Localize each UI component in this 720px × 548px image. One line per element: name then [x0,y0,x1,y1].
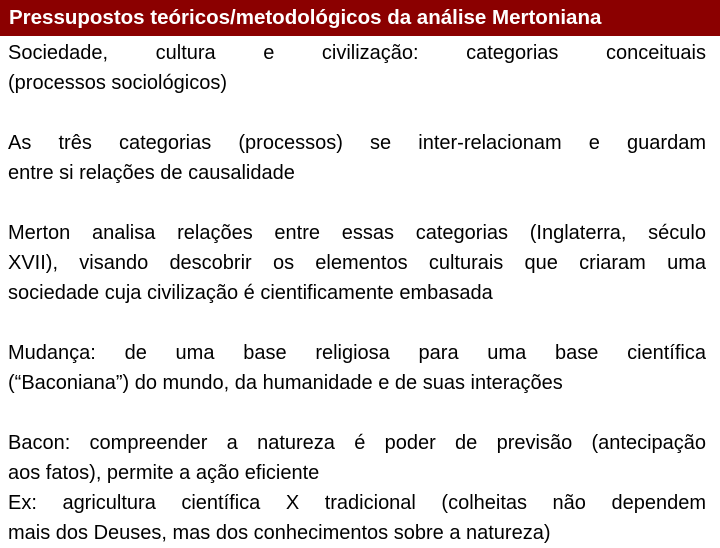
slide-title: Pressupostos teóricos/metodológicos da análise Mertoniana [0,0,720,36]
paragraph-interrelation [8,128,706,188]
text-line: aos fatos), permite a ação eficiente [8,462,320,484]
text-line: Bacon: compreender a natureza é poder de previsão (antecipação [8,432,706,454]
text-line: Ex: agricultura científica X tradicional (colheitas não dependem [8,492,706,514]
text-line: Sociedade, cultura e civilização: categorias conceituais [8,42,706,64]
text-line: sociedade cuja civilização é cientificamente embasada [8,282,493,304]
text-line: entre si relações de causalidade [8,162,295,184]
paragraph-change [8,338,706,398]
text-line: mais dos Deuses, mas dos conhecimentos sobre a natureza) [8,522,551,544]
paragraph-categories [8,38,706,98]
paragraph-bacon [8,428,706,548]
text-line: (“Baconiana”) do mundo, da humanidade e de suas interações [8,372,563,394]
text-line: As três categorias (processos) se inter-relacionam e guardam [8,132,706,154]
slide-body [8,38,706,548]
text-line: Mudança: de uma base religiosa para uma base científica [8,342,706,364]
text-line: (processos sociológicos) [8,72,227,94]
text-line: XVII), visando descobrir os elementos culturais que criaram uma [8,252,706,274]
text-line: Merton analisa relações entre essas categorias (Inglaterra, século [8,222,706,244]
paragraph-merton-analysis [8,218,706,308]
